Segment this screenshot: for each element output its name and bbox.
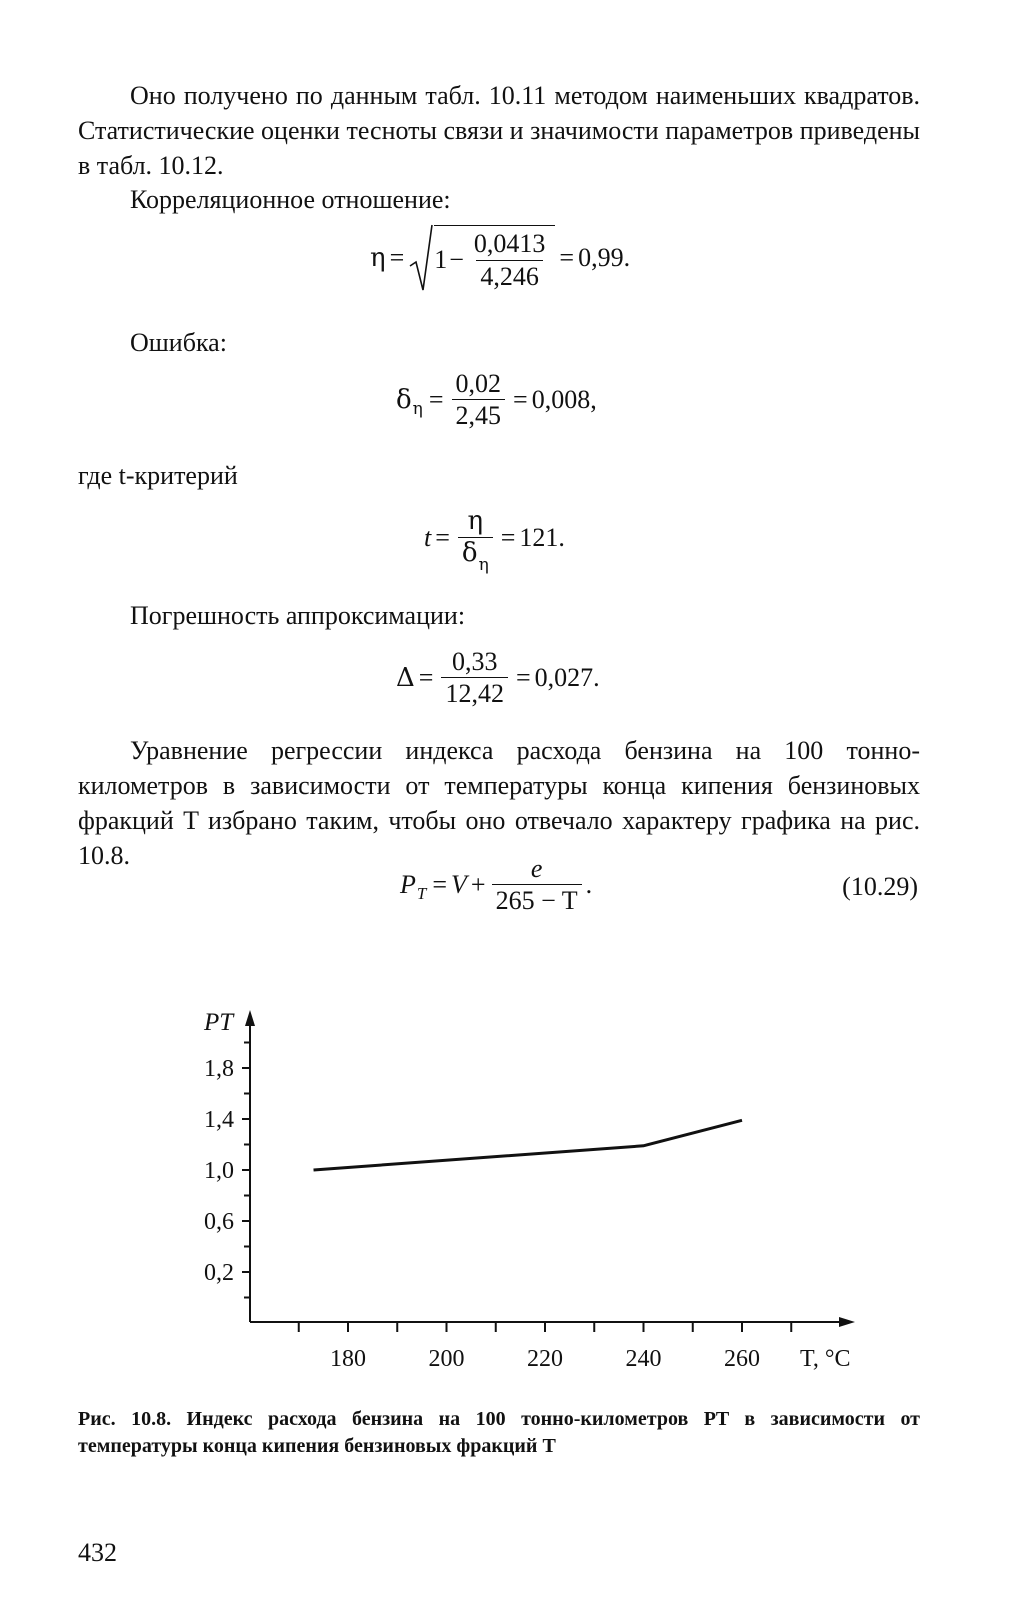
x-tick-label: 240 bbox=[625, 1346, 662, 1372]
y-axis-label: PT bbox=[204, 1009, 234, 1036]
sqrt-sign: 1 − $\frac{0,0413}{4,246}$ bbox=[408, 222, 555, 294]
formula-delta-eta: δ η = $\frac{0,02}{2,45}$ = 0,008, bbox=[396, 369, 597, 431]
y-tick-label: 1,8 bbox=[204, 1056, 234, 1082]
t-numerator: η bbox=[467, 506, 484, 536]
radicand-one: 1 bbox=[434, 245, 448, 274]
x-tick-label: 260 bbox=[724, 1346, 760, 1372]
regression-denominator: 265 − T bbox=[492, 884, 582, 914]
formula-eta: η = 1 − $\frac{0,0413}{4,246}$ = 0,99. bbox=[370, 222, 630, 294]
delta-symbol: δ bbox=[396, 384, 412, 415]
p-symbol: P bbox=[400, 869, 416, 899]
label-approximation-error: Погрешность аппроксимации: bbox=[130, 601, 466, 630]
delta-result: 0,008, bbox=[531, 384, 597, 414]
label-error: Ошибка: bbox=[130, 328, 227, 357]
page-number: 432 bbox=[78, 1538, 117, 1567]
eta-symbol: η bbox=[370, 243, 386, 273]
capital-delta-symbol: Δ bbox=[396, 662, 415, 693]
eta-result: 0,99. bbox=[578, 243, 631, 272]
y-axis-arrow bbox=[245, 1010, 255, 1026]
label-correlation-ratio: Корреляционное отношение: bbox=[130, 185, 451, 214]
regression-numerator: e bbox=[530, 854, 543, 883]
t-denominator: $\delta_\eta$ bbox=[458, 537, 493, 567]
x-tick-label: 200 bbox=[428, 1346, 465, 1372]
eta-denominator: 4,246 bbox=[476, 260, 543, 290]
paragraph-intro: Оно получено по данным табл. 10.11 методом наименьших квадратов. Статистические оценки тесноты связи и значимости параметров приведены в табл. 10.12. bbox=[78, 81, 920, 180]
x-tick-label: 220 bbox=[527, 1346, 563, 1372]
delta-subscript: η bbox=[412, 398, 423, 419]
approx-result: 0,027. bbox=[534, 662, 600, 692]
eta-numerator: 0,0413 bbox=[473, 229, 546, 259]
formula-approx: Δ = $\frac{0,33}{12,42}$ = 0,027. bbox=[396, 647, 600, 709]
approx-denominator: 12,42 bbox=[441, 677, 508, 707]
formula-t: t = $\frac{\eta}{\delta_\eta}$ = 121. bbox=[424, 506, 565, 576]
series-line bbox=[314, 1120, 742, 1170]
regression-tail: . bbox=[585, 869, 593, 899]
x-tick-label: 180 bbox=[330, 1346, 366, 1372]
paragraph-regression: Уравнение регрессии индекса расхода бензина на 100 тонно-километров в зависимости от температуры конца кипения бензиновых фракций T избрано таким, чтобы оно отвечало характеру графика на рис. 10.8. bbox=[78, 736, 920, 870]
y-tick-label: 1,0 bbox=[204, 1158, 234, 1184]
x-axis-label: T, °C bbox=[800, 1346, 851, 1372]
delta-denominator: 2,45 bbox=[452, 399, 506, 429]
equation-number: (10.29) bbox=[842, 872, 918, 901]
t-symbol: t bbox=[424, 522, 432, 552]
approx-numerator: 0,33 bbox=[451, 647, 498, 676]
p-subscript: T bbox=[416, 883, 427, 903]
figure-caption: Рис. 10.8. Индекс расхода бензина на 100 тонно-километров PT в зависимости от температуры конца кипения бензиновых фракций T bbox=[78, 1408, 920, 1457]
y-tick-label: 0,6 bbox=[204, 1209, 234, 1235]
t-result: 121. bbox=[519, 522, 565, 552]
y-tick-label: 1,4 bbox=[204, 1107, 234, 1133]
label-t-criterion: где t-критерий bbox=[78, 461, 238, 490]
formula-regression: P T = V + $\frac{e}{265 - T}$ . bbox=[400, 854, 593, 916]
v-symbol: V bbox=[451, 869, 467, 899]
y-tick-label: 0,2 bbox=[204, 1260, 234, 1286]
x-axis-arrow bbox=[839, 1317, 855, 1327]
delta-numerator: 0,02 bbox=[455, 369, 502, 398]
